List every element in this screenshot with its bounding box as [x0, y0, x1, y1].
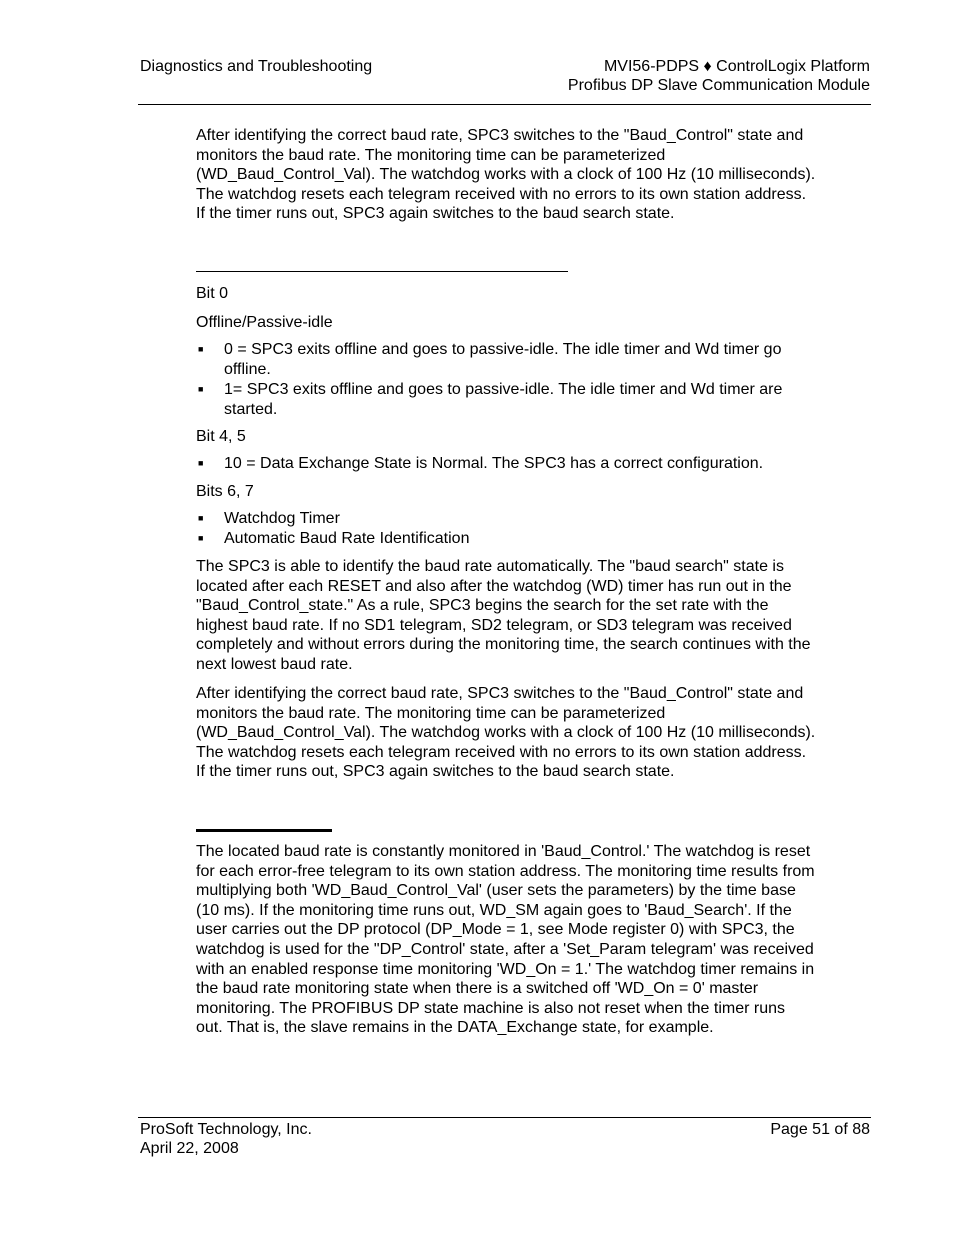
paragraph-text: After identifying the correct baud rate, SPC3 switches to the "Baud_Control" state and monitors the baud rate. The monitoring time can be parameterized (WD_Baud_Control_Val). The watchdog works with a clock of 100 Hz (10 milliseconds). The watchdog resets each telegram received with no errors to its own station address. If the timer runs out, SPC3 again switches to the baud search state.	[196, 127, 816, 223]
paragraph-text: After identifying the correct baud rate, SPC3 switches to the "Baud_Control" state and monitors the baud rate. The monitoring time can be parameterized (WD_Baud_Control_Val). The watchdog works with a clock of 100 Hz (10 milliseconds). The watchdog resets each telegram received with no errors to its own station address. If the timer runs out, SPC3 again switches to the baud search state.	[196, 685, 816, 781]
section-divider	[196, 271, 568, 272]
paragraph-located-baud-rate	[196, 842, 816, 1038]
footer-date: April 22, 2008	[140, 1140, 239, 1157]
footer-divider	[138, 1117, 871, 1118]
paragraph-text: The located baud rate is constantly monitored in 'Baud_Control.' The watchdog is reset for each error-free telegram to its own station address. The monitoring time results from multiplying both 'WD_Baud_Control_Val' (user sets the parameters) by the time base (10 ms). If the monitoring time runs out, WD_SM again goes to 'Baud_Search'. If the user carries out the DP protocol (DP_Mode = 1, see Mode register 0) with SPC3, the watchdog is used for the "DP_Control' state, after a 'Set_Param telegram' was received with an enabled response time monitoring 'WD_On = 1.' The watchdog timer remains in the baud rate monitoring state when there is a switched off 'WD_On = 0' master monitoring. The PROFIBUS DP state machine is also not reset when the timer runs out. That is, the slave remains in the DATA_Exchange state, for example.	[196, 843, 815, 1037]
paragraph-baud-search	[196, 557, 816, 675]
bit45-list	[196, 454, 816, 474]
bit67-label: Bits 6, 7	[196, 483, 254, 500]
bit0-list	[196, 340, 816, 419]
list-item: ■ 10 = Data Exchange State is Normal. The SPC3 has a correct configuration.	[198, 455, 764, 472]
paragraph-baud-control	[196, 684, 816, 782]
list-item: ■ 1= SPC3 exits offline and goes to passive-idle. The idle timer and Wd timer are started.	[198, 381, 783, 418]
section-divider-short	[196, 829, 332, 832]
list-item: ■ 0 = SPC3 exits offline and goes to passive-idle. The idle timer and Wd timer go offline.	[198, 341, 782, 378]
header-divider	[138, 104, 871, 105]
paragraph-text: The SPC3 is able to identify the baud rate automatically. The "baud search" state is located after each RESET and also after the watchdog (WD) timer has run out in the "Baud_Control_state." As a rule, SPC3 begins the search for the set rate with the highest baud rate. If no SD1 telegram, SD2 telegram, or SD3 telegram was received completely and without errors during the monitoring time, the search continues with the next lowest baud rate.	[196, 558, 811, 673]
bit0-label: Bit 0	[196, 285, 229, 302]
bullet-icon: ■	[198, 458, 204, 468]
bit67-list	[196, 509, 816, 548]
bullet-icon: ■	[198, 513, 204, 523]
header-product	[568, 57, 870, 95]
paragraph-baud-control-top	[196, 126, 816, 224]
footer-page-number: Page 51 of 88	[770, 1121, 870, 1138]
header-product-line1: MVI56-PDPS ♦ ControlLogix Platform	[603, 58, 870, 75]
bullet-icon: ■	[198, 384, 204, 395]
list-item: ■ Automatic Baud Rate Identification	[198, 529, 470, 547]
bullet-icon: ■	[198, 532, 204, 543]
header-product-line2: Profibus DP Slave Communication Module	[567, 77, 870, 94]
bit45-label: Bit 4, 5	[196, 428, 246, 445]
bullet-icon: ■	[198, 344, 204, 354]
header-section-title: Diagnostics and Troubleshooting	[140, 58, 373, 75]
list-item: ■ Watchdog Timer	[198, 510, 340, 527]
bit0-title: Offline/Passive-idle	[196, 314, 333, 331]
footer-company: ProSoft Technology, Inc.	[140, 1121, 312, 1138]
footer-left	[140, 1120, 312, 1158]
